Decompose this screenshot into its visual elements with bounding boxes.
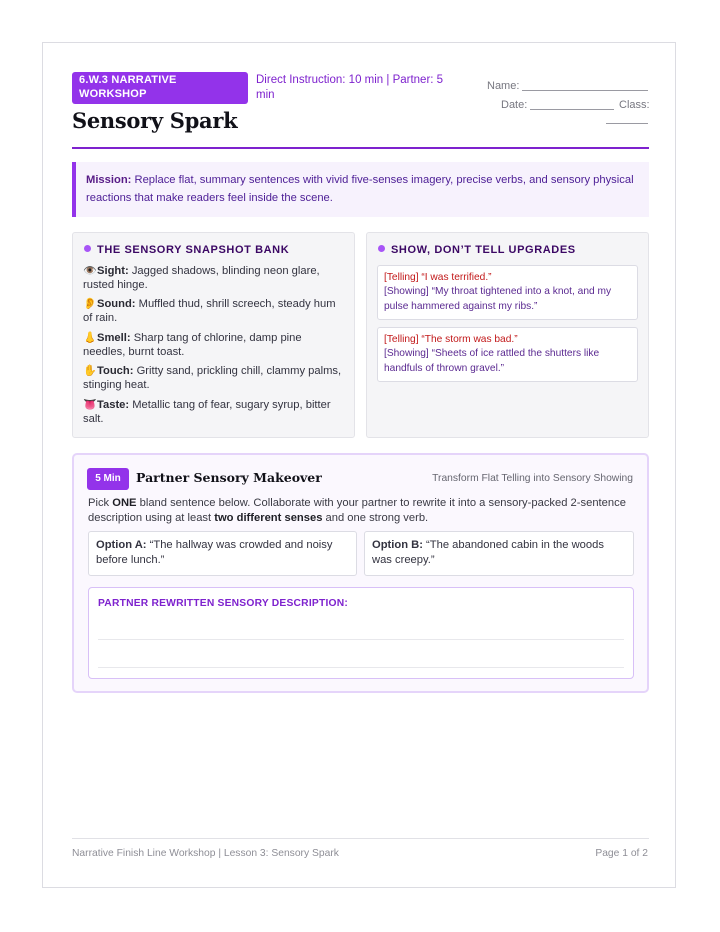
date-line[interactable] [530, 109, 614, 110]
telling-text: [Telling] “The storm was bad.” [384, 334, 518, 345]
time-badge: 5 Min [87, 468, 129, 490]
name-label: Name: [487, 80, 520, 92]
tongue-icon: 👅 [83, 399, 97, 411]
option-a[interactable]: Option A: “The hallway was crowded and noisy before lunch.” [88, 531, 357, 576]
hand-icon: ✋ [83, 365, 97, 377]
snapshot-bank-heading: THE SENSORY SNAPSHOT BANK [84, 244, 289, 256]
upgrade-example [377, 265, 638, 320]
showing-text: [Showing] “My throat tightened into a knot, and my pulse hammered against my ribs.” [384, 286, 612, 312]
activity-title: Partner Sensory Makeover [136, 470, 322, 485]
unit-tag: 6.W.3 NARRATIVE WORKSHOP [72, 72, 248, 104]
eye-icon: 👁️ [83, 265, 97, 277]
bullet-dot-icon [378, 245, 385, 252]
writing-line[interactable] [98, 639, 624, 640]
name-line[interactable] [522, 90, 648, 91]
page-number: Page 1 of 2 [595, 848, 648, 859]
snapshot-bank-card [72, 232, 355, 438]
activity-instructions: Pick ONE bland sentence below. Collaborate with your partner to rewrite it into a sensory-packed 2-sentence description using at least two different senses and one strong verb. [88, 497, 626, 524]
class-label: Class: [619, 99, 650, 111]
sense-item-sight: 👁️Sight: Jagged shadows, blinding neon glare, rusted hinge. [83, 265, 320, 292]
mission-text: Replace flat, summary sentences with vivid five-senses imagery, precise verbs, and sensory physical reactions that make readers feel inside the scene. [86, 174, 634, 204]
page-title: Sensory Spark [72, 108, 238, 133]
telling-text: [Telling] “I was terrified.” [384, 272, 492, 283]
response-box[interactable] [88, 587, 634, 679]
header-divider [72, 147, 649, 149]
sense-item-touch: ✋Touch: Gritty sand, prickling chill, clammy palms, stinging heat. [83, 365, 342, 392]
header [72, 72, 649, 148]
showing-text: [Showing] “Sheets of ice rattled the shutters like handfuls of thrown gravel.” [384, 348, 600, 374]
response-label: PARTNER REWRITTEN SENSORY DESCRIPTION: [98, 598, 348, 609]
sense-item-smell: 👃Smell: Sharp tang of chlorine, damp pine needles, burnt toast. [83, 332, 302, 359]
ear-icon: 👂 [83, 298, 97, 310]
footer-divider [72, 838, 649, 839]
sense-item-taste: 👅Taste: Metallic tang of fear, sugary syrup, bitter salt. [83, 399, 331, 426]
timing-note: Direct Instruction: 10 min | Partner: 5 min [256, 74, 444, 101]
partner-activity [72, 453, 649, 693]
footer-course: Narrative Finish Line Workshop | Lesson 3: Sensory Spark [72, 848, 339, 859]
sense-item-sound: 👂Sound: Muffled thud, shrill screech, steady hum of rain. [83, 298, 336, 325]
writing-line[interactable] [98, 667, 624, 668]
upgrade-example [377, 327, 638, 382]
bullet-dot-icon [84, 245, 91, 252]
activity-subtitle: Transform Flat Telling into Sensory Showing [432, 473, 633, 484]
upgrades-heading: SHOW, DON’T TELL UPGRADES [378, 244, 576, 256]
option-b[interactable]: Option B: “The abandoned cabin in the woods was creepy.” [364, 531, 634, 576]
nose-icon: 👃 [83, 332, 97, 344]
date-label: Date: [501, 99, 528, 111]
mission-box [72, 162, 649, 217]
upgrades-card [366, 232, 649, 438]
worksheet-page [42, 42, 676, 888]
class-line[interactable] [606, 123, 648, 124]
mission-label: Mission: [86, 174, 132, 186]
